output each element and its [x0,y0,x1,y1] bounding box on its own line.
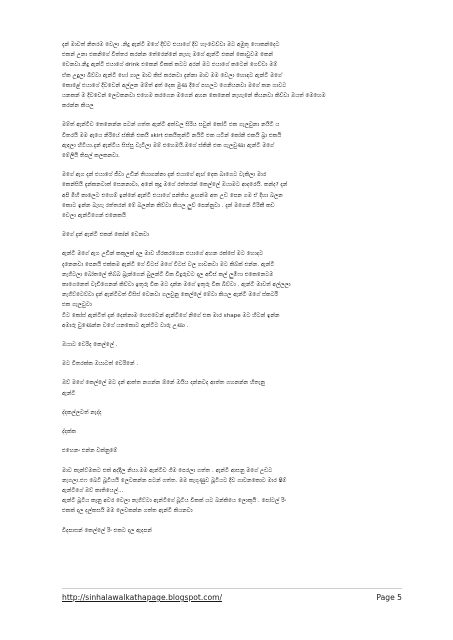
page-number: Page 5 [376,593,402,602]
paragraph-1: දැන් මාවත් නිතරම වෙලා .නිදු ඇන්ටි මගේ දිව්ව එයාගේ දිව හැංවෙව්වා මට අමුතු ෆොකන්දෙට එකන් උනා එකනිගේ විත්තර කරන්න තේරෙන්නේ නැහැ මගේ ඇන්ටි එකන් කොවුවම කෙන් වෙනවා.නිදු ඇන්ටි එයාගේ drink එකෙන් විකක් කටට අරන් මට එයාගේ කටෙන් ගෙව්වා මම් ඒක උදුලා බිව්වා ඇන්ටි හෝ ගාල මාව කිස් කරනවා දැන්නා මාව මම වෙලා හොඳට ඇන්ටි මගේ කොළේ එයාගේ දිවවෙන් අල්ලන මම්ත් අත් දෙක මුණ දිගේ පහලට ගෙනියනවා මගේ කන ගාවට යනකන් ම දිවවෙන් ලෙවකනවා එහෙම කරගෙන මගෙන් අහන කෙනෙක් නැහැනේ කියනවා කිව්වා ඔයත් මෙහෙම කරන්න කියල [62,42,326,110]
footer-url-link[interactable]: http://sinhalawalkathapage.blogspot.com/ [62,593,223,602]
paragraph-12: මාව කෑන්ට්මකට එක් අද්දිල නියා.මම ඇන්ටිව ගිම පෙරලා ගත්ත . ඇන්ටි ආසනු මගේ උඩට නැගලා.එෆ බෙටි බූටියයි ලෙවකන්න පටන් ගත්ත. මම කැගුණුව බූටියට දිව ගාවනකොට මාර ෂිම් ඇන්ටිගේ ඔව් කාතියෙල්... ඇන්ටි බූටිය කෑනු අවර වෙලා නැගිට්ටා ඇන්ටිගේ බූටිය විකක් යට බන්කියෙ ලොකුයි . පෝටල් රිං එකක් දල දල්කසයි මම ලෙවකන්න ගත්ත ඇන්ටි කියනවා [62,467,287,515]
paragraph-8: ඔව් මගේ කෙල්ලේ මට දැන් ආත්ත නගන්න ඕනේ ඔයිය දන්නවද ආත්ත ගහනන්න හිතැනු ඇන්ටි [62,380,266,397]
page-footer [62,588,402,608]
paragraph-3: මගේ ඇග දැන් එයාගේ ජීවා උඩින් තියාගන්නා දැන් එයාගේ ඇඟ් දෙක බාගෙට වැකිලා මාර කෙන්සියි දැන්කනවාත් සෙනනාවා, අනේ කුදු මගේ රත්තරන් කෙල්ලේ ඔයාමට ආදරෙයි. කන්ද? දැන් අපි මිහි කාලෙට එහෙම් ඉන්නේ ඇන්ටි එයාගේ පන්තිය ළඟන්ම අත උඩ පෙන ගම ඒ දිහා බලන කොට ඉන්න බැහැ රත්තරන් මේ බලන්න කිව්වා කියල ලුව් පෙන්නුවා . දැන් මගෙන් ටිරිකී කඩ වෙලා ඇන්ටිගෙන් එනෙකයි [62,172,288,220]
paragraph-7: මට විතරක්ක ඔයාටත් වෙරිනේ . [62,361,139,368]
paragraph-13: විදපාසන් කෙල්ලේ රිං එකට දල ඇදපන් [62,527,152,534]
paragraph-10: ද්දක්ක [62,429,77,436]
paragraph-9: ද්දකල්ලවත් නැද්ද [62,409,102,416]
page-body [62,40,397,545]
paragraph-5: ඇන්ටි මගේ ඇග උඩින් කකුලක් දාල මාව හිරකරගෙන එයාගේ අහන රක්සේ මට හොදට දැනෙනවා පෙනයි එක්කම ඇන්ටි ගේ වීටස් මගේ වීටස් වල ගාවනවා මට කිබ්ක් එන්න. ඇන්ටි නැගිටලා බෝතලේ තිබ්බ බ්‍රැන්ගෙන් බුලන්ටි වික විදුරුවට දාල අඩිස් කල් ලුමීෆා එකෙනෙටම කාගෙනෙත් වැඩිගෙනන් කිව්වා ඉතුරු වික මට දාන්න මගේ ඉතුරු වික බිව්වා . ඇන්ටි මාවත් අල්ලලා නැගිට්ටෙව්වා දැන් ඇන්ටිවත් විසිස් වෙනවා ගලවුනු කෙල්ලේ මේවා කියල ඇන්ටි මගේ ස්කර්ටි එක ගැලවුවා ටිට කෝස් ඇන්ටිත් දැන් දෙන්නාම හෙළුවෙන් ඇන්ටිගේ නිගේ එක මාර shape මට හිටන් ඉන්න අමාරු වුණෙන්න වගේ යනකොට ඇන්ටිට වාරු උණා . [62,251,291,329]
paragraph-6: ඔයාට වෙරිද කෙල්ලේ . [62,342,118,349]
paragraph-11: එහෙනං එන්න වක්නුමේ [62,448,118,455]
paragraph-4: මගේ දැන් ඇන්ටි එකන් කෝන් වෙනවා [62,232,150,239]
paragraph-2: මම්ත් ඇන්ටිව තෙනෙන්න පටන් ගත්ත ඇන්ටි අත්වල සිරිය සවුන් කෝටි එක ගැලවුනා නයිටි ය විතරයි මම ඇයෙ නිරියේ ස්කිනි එකයි skirt එකයිතුන්ටි නයිටි එක යටින් කෝනි එකයි බ්‍රා එකයි ඇඳලා හිටියා.දැන් ඇන්ටිය සිස්සු වැටිලා මම් එහෙමයි.මගේ ස්කිනි එක ගැලවුණා ඇන්ටි මගේ මේලියි තිපල් කලකනවා. [62,122,282,160]
